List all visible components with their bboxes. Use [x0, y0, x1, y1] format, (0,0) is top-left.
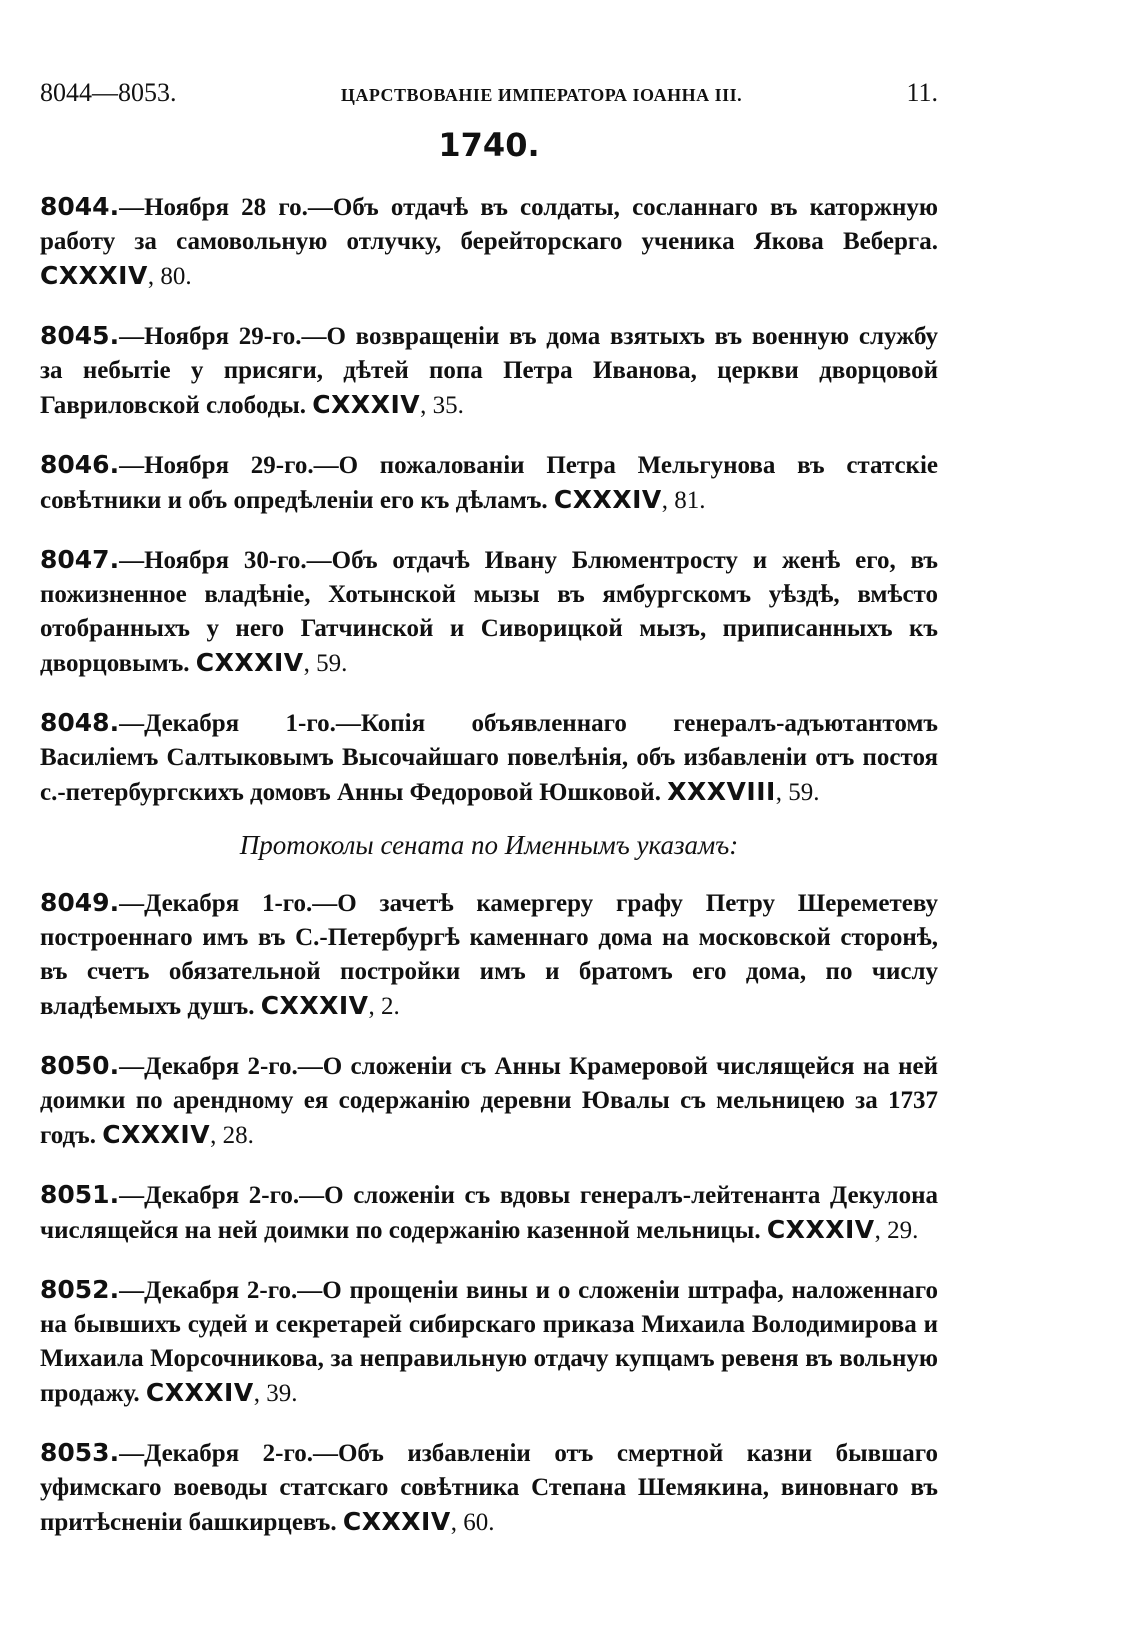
entry-page: , 29.	[874, 1217, 919, 1244]
entry-text: —Декабря 2-го.—О прощеніи вины и о сложеніи штрафа, наложеннаго на бывшихъ судей и секретарей сибирскаго приказа Михаила Володимирова и Михаила Морсочникова, за неправильную отдачу купцамъ ревеня въ вольную продажу.	[40, 1277, 938, 1407]
entry-reference: CXXXIV	[342, 1507, 451, 1536]
entry-number: 8050.	[40, 1051, 120, 1080]
entry-reference: CXXXIV	[312, 390, 421, 419]
entry-8049	[40, 886, 938, 1024]
entry-number: 8046.	[40, 450, 120, 479]
entry-number: 8052.	[40, 1275, 120, 1304]
entry-text: —Декабря 2-го.—О сложеніи съ вдовы генералъ-лейтенанта Декулона числящейся на ней доимки по содержанію казенной мельницы.	[40, 1182, 938, 1244]
entry-reference: CXXXIV	[102, 1120, 211, 1149]
entry-8046	[40, 448, 938, 518]
entry-text: —Декабря 2-го.—Объ избавленіи отъ смертной казни бывшаго уфимскаго воеводы статскаго совѣтника Степана Шемякина, виновнаго въ притѣсненіи башкирцевъ.	[40, 1440, 938, 1536]
entry-reference: XXXVIII	[667, 777, 776, 806]
entry-number: 8044.	[40, 192, 120, 221]
entry-8047	[40, 543, 938, 681]
entry-page: , 28.	[210, 1122, 254, 1149]
entry-reference: CXXXIV	[40, 261, 148, 290]
entry-reference: CXXXIV	[260, 991, 369, 1020]
entry-text: —Декабря 2-го.—О сложеніи съ Анны Крамеровой числящейся на ней доимки по арендному ея содержанію деревни Ювалы съ мельницею за 1737 годъ.	[40, 1053, 938, 1149]
entry-reference: CXXXIV	[195, 648, 304, 677]
entry-8053	[40, 1436, 938, 1540]
entry-reference: CXXXIV	[553, 485, 662, 514]
entry-page: , 60.	[450, 1509, 495, 1536]
entry-8048	[40, 706, 938, 810]
entry-text: —Декабря 1-го.—Копія объявленнаго генералъ-адъютантомъ Василіемъ Салтыковымъ Высочайшаго повелѣнія, объ избавленіи отъ постоя с.-петербургскихъ домовъ Анны Федоровой Юшковой.	[40, 710, 938, 806]
header-page-number: 11.	[906, 78, 938, 107]
entry-page: , 2.	[368, 993, 400, 1020]
entry-page: , 81.	[661, 487, 706, 514]
entries-group-b	[40, 886, 938, 1540]
entry-text: —Декабря 1-го.—О зачетѣ камергеру графу Петру Шереметеву построеннаго имъ въ С.-Петербургѣ каменнаго дома на московской сторонѣ, въ счетъ обязательной постройки имъ и братомъ его дома, по числу владѣемыхъ душъ.	[40, 890, 938, 1020]
entry-page: , 39.	[253, 1380, 298, 1407]
entry-8050	[40, 1049, 938, 1153]
section-title: Протоколы сената по Именнымъ указамъ:	[239, 830, 739, 860]
entry-text: —Ноября 29-го.—О возвращеніи въ дома взятыхъ въ военную службу за небытіе у присяги, дѣтей попа Петра Иванова, церкви дворцовой Гавриловской слободы.	[40, 323, 938, 419]
entry-number: 8048.	[40, 708, 120, 737]
header-title: ЦАРСТВОВАНІЕ ИМПЕРАТОРА ІОАННА III.	[340, 85, 743, 105]
entry-8044	[40, 190, 938, 294]
entries-group-a	[40, 190, 938, 810]
document-page	[40, 78, 938, 1560]
entry-number: 8045.	[40, 321, 120, 350]
entry-number: 8047.	[40, 545, 120, 574]
year-heading: 1740.	[438, 126, 540, 164]
entry-number: 8051.	[40, 1180, 120, 1209]
running-header	[40, 78, 938, 108]
header-range: 8044—8053.	[40, 78, 177, 107]
entry-page: , 35.	[420, 392, 464, 419]
entry-reference: CXXXIV	[766, 1215, 875, 1244]
entry-8052	[40, 1273, 938, 1411]
entry-text: —Ноября 29-го.—О пожалованіи Петра Мельгунова въ статскіе совѣтники и объ опредѣленіи его къ дѣламъ.	[40, 452, 938, 514]
entry-page: , 80.	[147, 263, 192, 290]
entry-page: , 59.	[775, 779, 820, 806]
entry-text: —Ноября 30-го.—Объ отдачѣ Ивану Блюментросту и женѣ его, въ пожизненное владѣніе, Хотынской мызы въ ямбургскомъ уѣздѣ, вмѣсто отобранныхъ у него Гатчинской и Сиворицкой мызъ, приписанныхъ къ дворцовымъ.	[40, 547, 938, 677]
entry-number: 8049.	[40, 888, 120, 917]
entry-number: 8053.	[40, 1438, 120, 1467]
entry-8051	[40, 1178, 938, 1248]
entry-reference: CXXXIV	[145, 1378, 254, 1407]
entry-page: , 59.	[303, 650, 348, 677]
entry-8045	[40, 319, 938, 423]
entry-text: —Ноября 28 го.—Объ отдачѣ въ солдаты, сосланнаго въ каторжную работу за самовольную отлучку, берейторскаго ученика Якова Веберга.	[40, 194, 938, 255]
